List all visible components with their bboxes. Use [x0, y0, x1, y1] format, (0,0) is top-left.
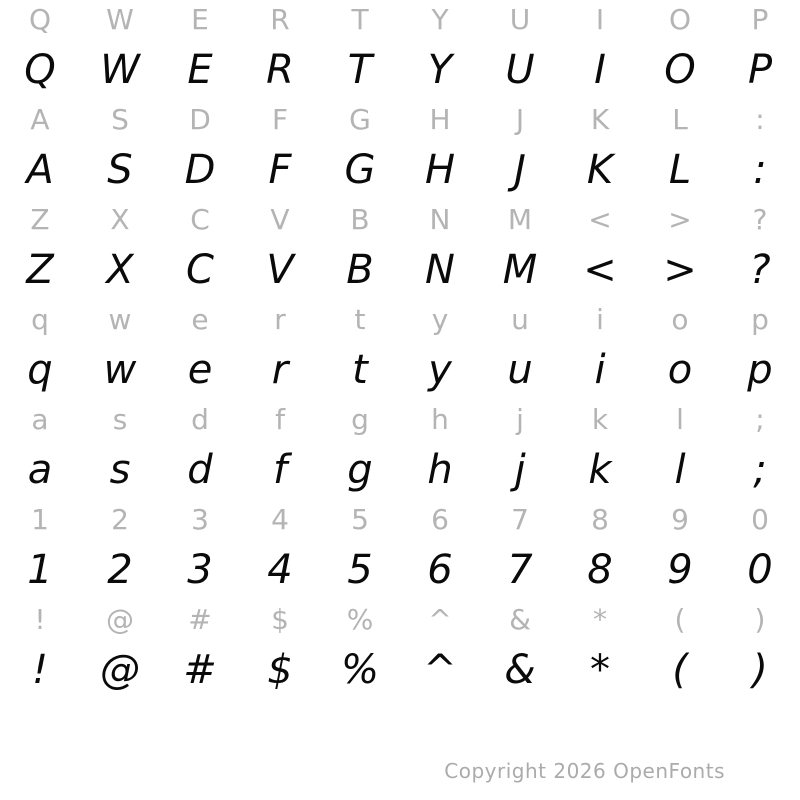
- glyph-cell: 1: [27, 547, 53, 593]
- glyph-row-pair-lowercase-top-row: [0, 300, 800, 400]
- glyph-cell: g: [351, 403, 369, 436]
- copyright-notice: Copyright 2026 OpenFonts: [444, 759, 725, 783]
- glyph-cell: !: [31, 647, 49, 693]
- glyph-line-ink-digits-row: [0, 540, 800, 600]
- glyph-cell: d: [187, 447, 213, 493]
- glyph-cell: U: [505, 47, 535, 93]
- glyph-cell: t: [354, 303, 366, 336]
- glyph-cell: 7: [507, 547, 533, 593]
- glyph-cell: F: [271, 103, 289, 136]
- glyph-cell: i: [596, 303, 604, 336]
- glyph-cell: U: [509, 3, 531, 36]
- glyph-cell: C: [186, 247, 214, 293]
- glyph-line-ink-uppercase-home-row: [0, 140, 800, 200]
- glyph-cell: :: [755, 103, 765, 136]
- glyph-cell: D: [189, 103, 211, 136]
- glyph-cell: R: [270, 3, 290, 36]
- glyph-cell: a: [27, 447, 53, 493]
- glyph-cell: Y: [427, 47, 453, 93]
- glyph-line-ink-lowercase-top-row: [0, 340, 800, 400]
- glyph-cell: V: [270, 203, 290, 236]
- glyph-cell: A: [30, 103, 50, 136]
- glyph-cell: G: [349, 103, 371, 136]
- glyph-line-muted-digits-row: [0, 500, 800, 540]
- glyph-cell: 7: [511, 503, 529, 536]
- glyph-row-pair-uppercase-home-row: [0, 100, 800, 200]
- glyph-cell: K: [586, 147, 614, 193]
- glyph-cell: Q: [24, 47, 56, 93]
- glyph-cell: ^: [423, 647, 457, 693]
- glyph-cell: %: [340, 647, 379, 693]
- glyph-cell: p: [751, 303, 769, 336]
- glyph-cell: O: [664, 47, 696, 93]
- glyph-cell: @: [106, 603, 134, 636]
- glyph-cell: 3: [191, 503, 209, 536]
- glyph-cell: h: [431, 403, 449, 436]
- glyph-cell: d: [191, 403, 209, 436]
- glyph-cell: N: [429, 203, 451, 236]
- glyph-cell: *: [590, 647, 610, 693]
- glyph-cell: 0: [747, 547, 773, 593]
- glyph-cell: 5: [351, 503, 369, 536]
- glyph-cell: u: [507, 347, 533, 393]
- glyph-cell: e: [191, 303, 209, 336]
- glyph-line-muted-symbols-row: [0, 600, 800, 640]
- glyph-cell: E: [187, 47, 213, 93]
- glyph-row-pair-uppercase-bottom-row: [0, 200, 800, 300]
- glyph-cell: T: [347, 47, 373, 93]
- glyph-cell: ): [752, 647, 768, 693]
- glyph-cell: >: [668, 203, 692, 236]
- glyph-line-ink-symbols-row: [0, 640, 800, 700]
- glyph-cell: (: [674, 603, 686, 636]
- glyph-row-pair-symbols-row: [0, 600, 800, 700]
- glyph-cell: $: [267, 647, 293, 693]
- glyph-cell: V: [266, 247, 294, 293]
- glyph-cell: P: [747, 47, 773, 93]
- glyph-line-muted-uppercase-top-row: [0, 0, 800, 40]
- glyph-cell: k: [588, 447, 612, 493]
- glyph-cell: 1: [31, 503, 49, 536]
- glyph-line-muted-uppercase-bottom-row: [0, 200, 800, 240]
- glyph-line-ink-lowercase-home-row: [0, 440, 800, 500]
- glyph-cell: o: [667, 347, 693, 393]
- glyph-cell: a: [31, 403, 49, 436]
- glyph-cell: J: [515, 103, 525, 136]
- glyph-cell: B: [346, 247, 374, 293]
- glyph-cell: q: [27, 347, 53, 393]
- glyph-cell: ;: [755, 403, 765, 436]
- glyph-cell: ?: [749, 247, 771, 293]
- glyph-cell: Z: [26, 247, 54, 293]
- glyph-cell: #: [183, 647, 217, 693]
- glyph-line-muted-lowercase-top-row: [0, 300, 800, 340]
- glyph-cell: q: [31, 303, 49, 336]
- glyph-cell: F: [268, 147, 292, 193]
- glyph-cell: j: [514, 447, 526, 493]
- glyph-cell: 4: [271, 503, 289, 536]
- glyph-cell: R: [266, 47, 294, 93]
- glyph-cell: S: [111, 103, 129, 136]
- glyph-cell: T: [351, 3, 369, 36]
- glyph-line-muted-uppercase-home-row: [0, 100, 800, 140]
- glyph-cell: i: [594, 347, 606, 393]
- glyph-cell: *: [593, 603, 607, 636]
- glyph-cell: 9: [667, 547, 693, 593]
- glyph-cell: 2: [111, 503, 129, 536]
- glyph-line-muted-lowercase-home-row: [0, 400, 800, 440]
- glyph-cell: !: [34, 603, 46, 636]
- glyph-cell: 9: [671, 503, 689, 536]
- glyph-cell: A: [26, 147, 54, 193]
- glyph-cell: e: [187, 347, 213, 393]
- glyph-cell: Z: [30, 203, 50, 236]
- glyph-cell: Y: [431, 3, 449, 36]
- glyph-cell: H: [424, 147, 456, 193]
- glyph-cell: #: [188, 603, 212, 636]
- glyph-cell: D: [184, 147, 216, 193]
- glyph-cell: O: [668, 3, 692, 36]
- glyph-cell: I: [595, 3, 605, 36]
- glyph-cell: p: [747, 347, 773, 393]
- glyph-cell: M: [507, 203, 533, 236]
- glyph-cell: &: [504, 647, 536, 693]
- glyph-cell: $: [271, 603, 289, 636]
- glyph-cell: X: [106, 247, 134, 293]
- glyph-cell: u: [511, 303, 529, 336]
- glyph-cell: ^: [428, 603, 452, 636]
- glyph-cell: :: [753, 147, 767, 193]
- glyph-cell: 0: [751, 503, 769, 536]
- glyph-cell: E: [191, 3, 209, 36]
- glyph-cell: 8: [587, 547, 613, 593]
- glyph-cell: s: [112, 403, 128, 436]
- glyph-cell: 5: [347, 547, 373, 593]
- glyph-cell: K: [590, 103, 610, 136]
- glyph-cell: @: [100, 647, 140, 693]
- glyph-cell: N: [425, 247, 455, 293]
- glyph-row-pair-digits-row: [0, 500, 800, 600]
- glyph-cell: (: [672, 647, 688, 693]
- glyph-cell: y: [428, 347, 452, 393]
- glyph-cell: I: [594, 47, 606, 93]
- glyph-cell: o: [671, 303, 689, 336]
- glyph-cell: 6: [427, 547, 453, 593]
- glyph-cell: Q: [28, 3, 52, 36]
- glyph-cell: ;: [753, 447, 767, 493]
- glyph-cell: <: [583, 247, 617, 293]
- glyph-cell: h: [427, 447, 453, 493]
- glyph-cell: w: [103, 347, 137, 393]
- glyph-cell: <: [588, 203, 612, 236]
- glyph-cell: w: [108, 303, 132, 336]
- glyph-cell: 2: [107, 547, 133, 593]
- glyph-cell: M: [502, 247, 538, 293]
- glyph-cell: s: [109, 447, 131, 493]
- glyph-cell: ?: [752, 203, 768, 236]
- glyph-cell: r: [271, 347, 289, 393]
- glyph-cell: L: [672, 103, 688, 136]
- glyph-cell: y: [431, 303, 449, 336]
- glyph-cell: B: [350, 203, 370, 236]
- glyph-cell: H: [429, 103, 451, 136]
- glyph-cell: 4: [267, 547, 293, 593]
- glyph-row-pair-lowercase-home-row: [0, 400, 800, 500]
- glyph-cell: W: [100, 47, 140, 93]
- glyph-cell: t: [352, 347, 368, 393]
- glyph-cell: L: [668, 147, 692, 193]
- glyph-cell: %: [346, 603, 374, 636]
- glyph-cell: 8: [591, 503, 609, 536]
- glyph-cell: k: [591, 403, 609, 436]
- glyph-line-ink-uppercase-top-row: [0, 40, 800, 100]
- glyph-cell: f: [272, 447, 288, 493]
- glyph-cell: l: [676, 403, 684, 436]
- glyph-cell: f: [275, 403, 285, 436]
- glyph-cell: P: [751, 3, 769, 36]
- glyph-cell: r: [274, 303, 286, 336]
- glyph-line-ink-uppercase-bottom-row: [0, 240, 800, 300]
- glyph-cell: &: [509, 603, 531, 636]
- glyph-cell: g: [347, 447, 373, 493]
- glyph-cell: W: [106, 3, 134, 36]
- glyph-cell: >: [663, 247, 697, 293]
- glyph-cell: S: [107, 147, 133, 193]
- glyph-cell: j: [516, 403, 524, 436]
- glyph-cell: 3: [187, 547, 213, 593]
- glyph-cell: C: [190, 203, 210, 236]
- glyph-cell: X: [110, 203, 130, 236]
- glyph-cell: J: [514, 147, 526, 193]
- glyph-row-pair-uppercase-top-row: [0, 0, 800, 100]
- glyph-cell: G: [344, 147, 376, 193]
- glyph-cell: 6: [431, 503, 449, 536]
- glyph-cell: ): [754, 603, 766, 636]
- glyph-cell: l: [674, 447, 686, 493]
